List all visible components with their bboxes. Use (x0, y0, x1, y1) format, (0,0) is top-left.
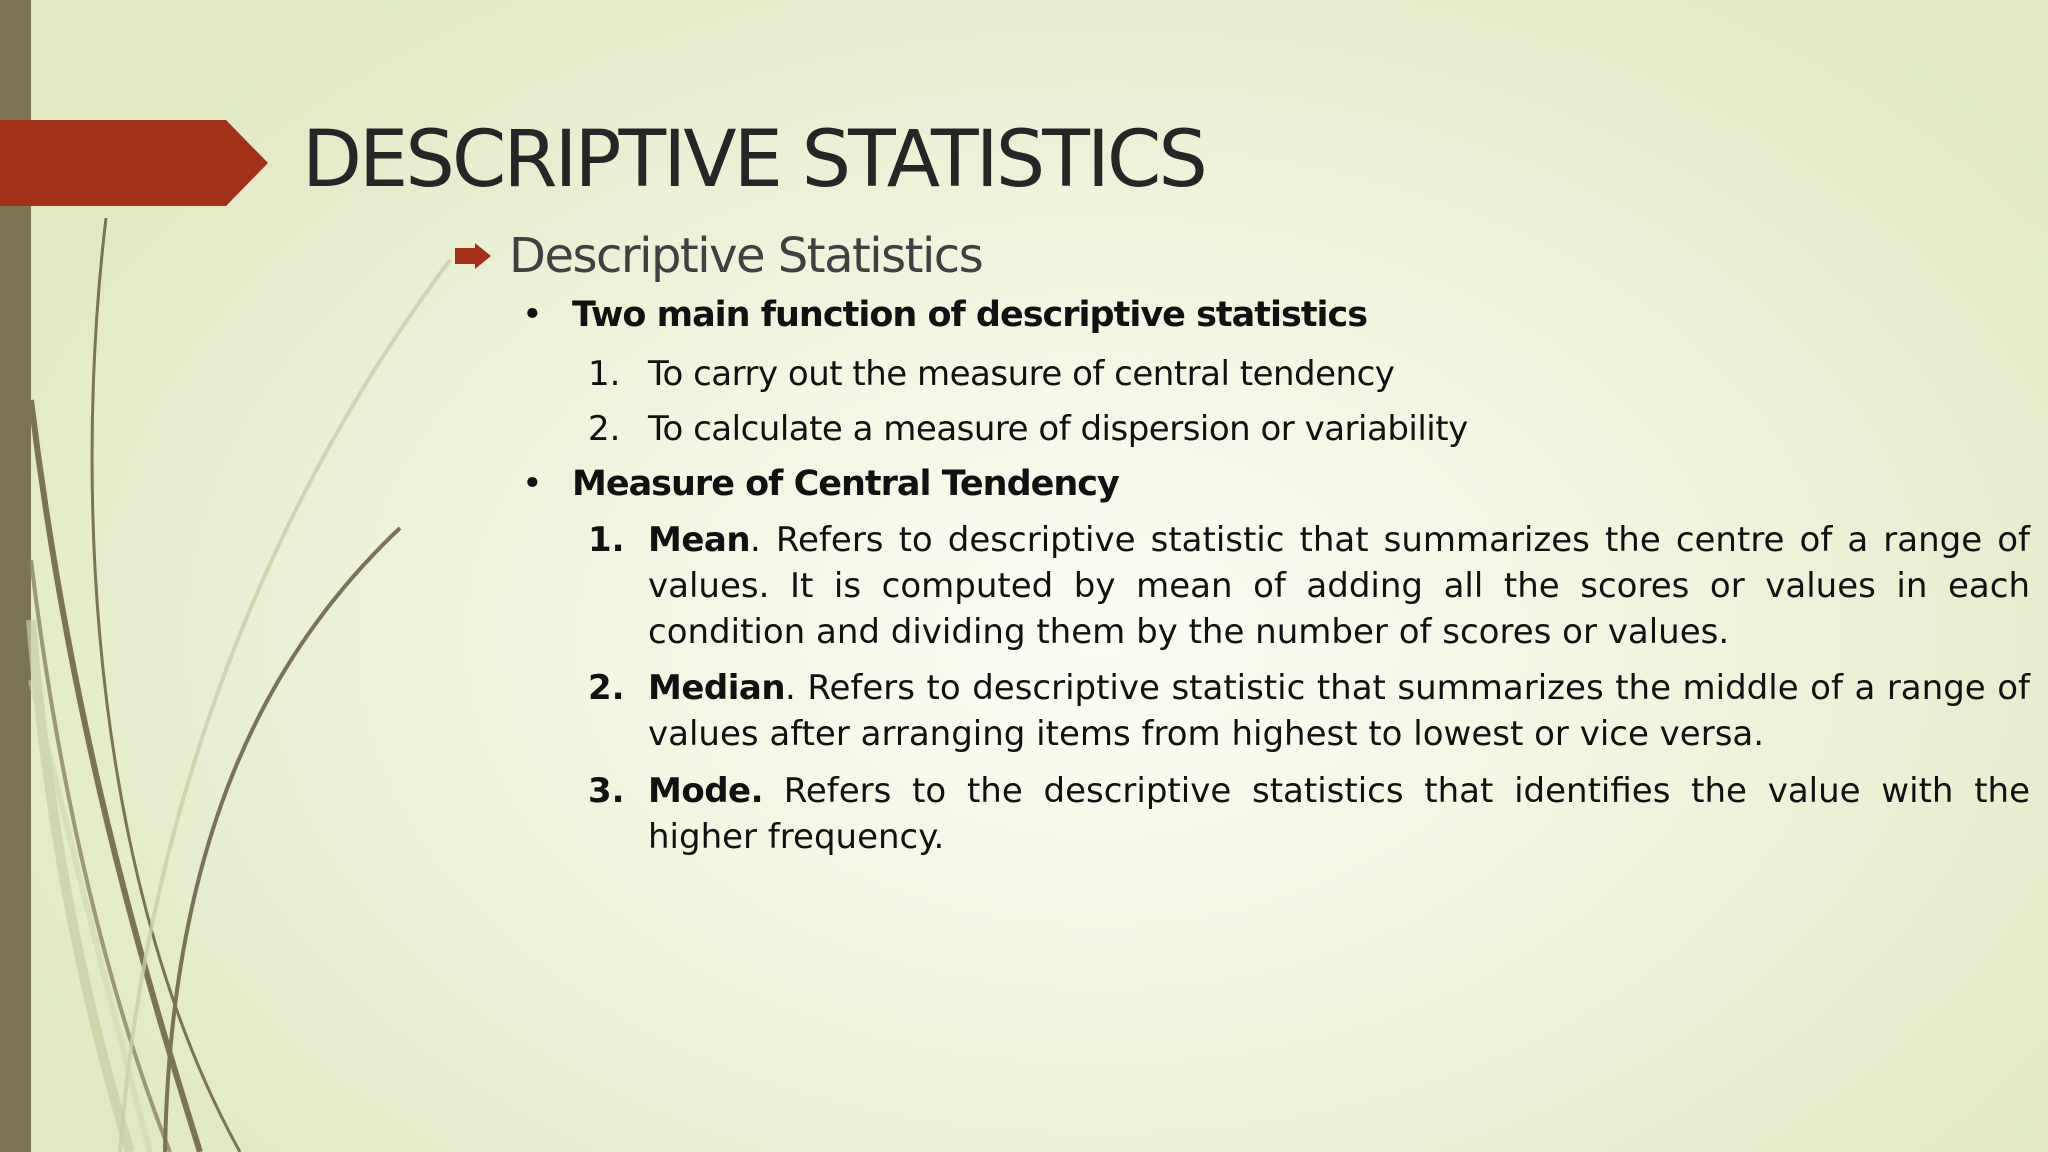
title-arrow-shape (0, 120, 270, 206)
term-mode: Mode. (648, 771, 764, 811)
item-text: . Refers to descriptive statistic that summarizes the middle of a range of values after arranging items from highest to lowest or vice versa. (648, 668, 2030, 754)
term-median: Median (648, 668, 786, 708)
bullet-item (522, 459, 1119, 509)
slide-title: DESCRIPTIVE STATISTICS (302, 115, 1205, 205)
bullet-dot: • (522, 295, 542, 335)
item-number: 1. (588, 354, 621, 394)
heading-row (455, 226, 982, 286)
item-number: 3. (588, 771, 625, 811)
arrow-bullet-icon (455, 243, 491, 269)
item-text: . Refers to descriptive statistic that summarizes the centre of a range of values. It is computed by mean of adding all the scores or values in each condition and dividing them by the number of scores or values. (648, 520, 2030, 652)
list-item (588, 351, 2030, 397)
term-mean: Mean (648, 520, 751, 560)
item-number: 2. (588, 409, 621, 449)
list-item-median (588, 665, 2030, 757)
item-body (648, 665, 2030, 757)
section-heading: Descriptive Statistics (509, 228, 983, 284)
list-item-mode (588, 768, 2030, 860)
item-text: To carry out the measure of central tendency (648, 354, 1395, 394)
bullet-dot: • (522, 464, 542, 504)
item-body (648, 768, 2030, 860)
bullet-item (522, 290, 1367, 340)
item-text: Refers to the descriptive statistics that identifies the value with the higher frequency. (648, 771, 2030, 857)
item-text: To calculate a measure of dispersion or variability (648, 409, 1468, 449)
item-body (648, 517, 2030, 655)
bullet-label: Measure of Central Tendency (572, 464, 1119, 504)
list-item (588, 406, 2030, 452)
item-number: 2. (588, 668, 625, 708)
list-item-mean (588, 517, 2030, 655)
bullet-label: Two main function of descriptive statistics (572, 295, 1368, 335)
item-number: 1. (588, 520, 625, 560)
